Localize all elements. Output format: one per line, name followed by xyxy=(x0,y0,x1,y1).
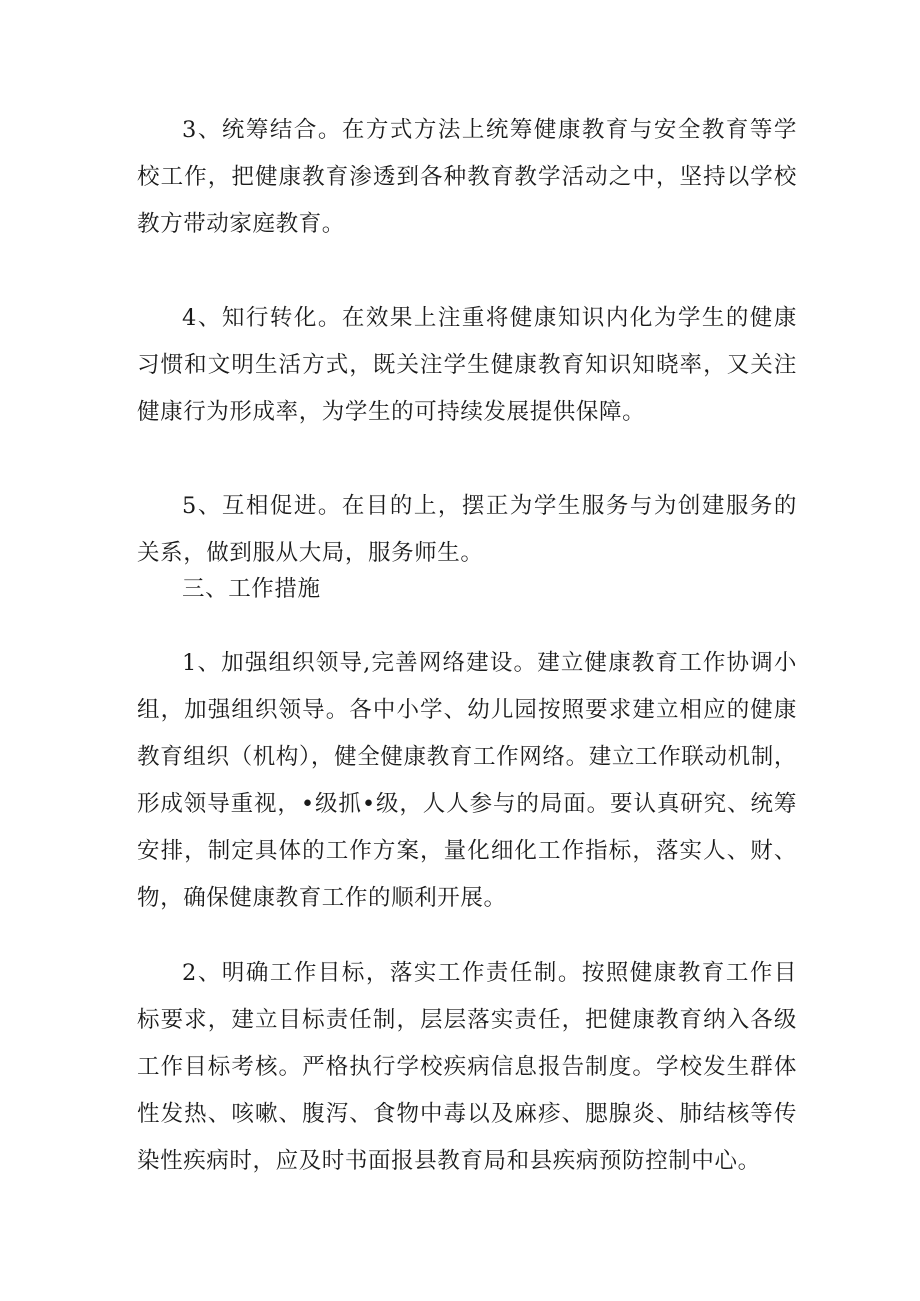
paragraph-2-responsibility: 2、明确工作目标，落实工作责任制。按照健康教育工作目标要求，建立目标责任制，层层落实责任，把健康教育纳入各级工作目标考核。严格执行学校疾病信息报告制度。学校发生群体性发热、咳嗽、腹泻、食物中毒以及麻疹、腮腺炎、肺结核等传染性疾病时，应及时书面报县教育局和县疾病预防控制中心。 xyxy=(137,960,797,1174)
paragraph-5-mutual-promotion: 5、互相促进。在目的上，摆正为学生服务与为创建服务的关系，做到服从大局，服务师生。 xyxy=(137,493,797,566)
paragraph-1-organization: 1、加强组织领导,完善网络建设。建立健康教育工作协调小组，加强组织领导。各中小学、幼儿园按照要求建立相应的健康教育组织（机构），健全健康教育工作网络。建立工作联动机制，形成领导重视，•级抓•级，人人参与的局面。要认真研究、统筹安排，制定具体的工作方案，量化细化工作指标，落实人、财、物，确保健康教育工作的顺利开展。 xyxy=(137,650,797,911)
section-heading-work-measures: 三、工作措施 xyxy=(182,576,321,602)
paragraph-3-coordination: 3、统筹结合。在方式方法上统筹健康教育与安全教育等学校工作，把健康教育渗透到各种教育教学活动之中，坚持以学校教方带动家庭教育。 xyxy=(137,117,797,237)
paragraph-4-knowledge-action: 4、知行转化。在效果上注重将健康知识内化为学生的健康习惯和文明生活方式，既关注学生健康教育知识知晓率，又关注健康行为形成率，为学生的可持续发展提供保障。 xyxy=(137,305,797,425)
